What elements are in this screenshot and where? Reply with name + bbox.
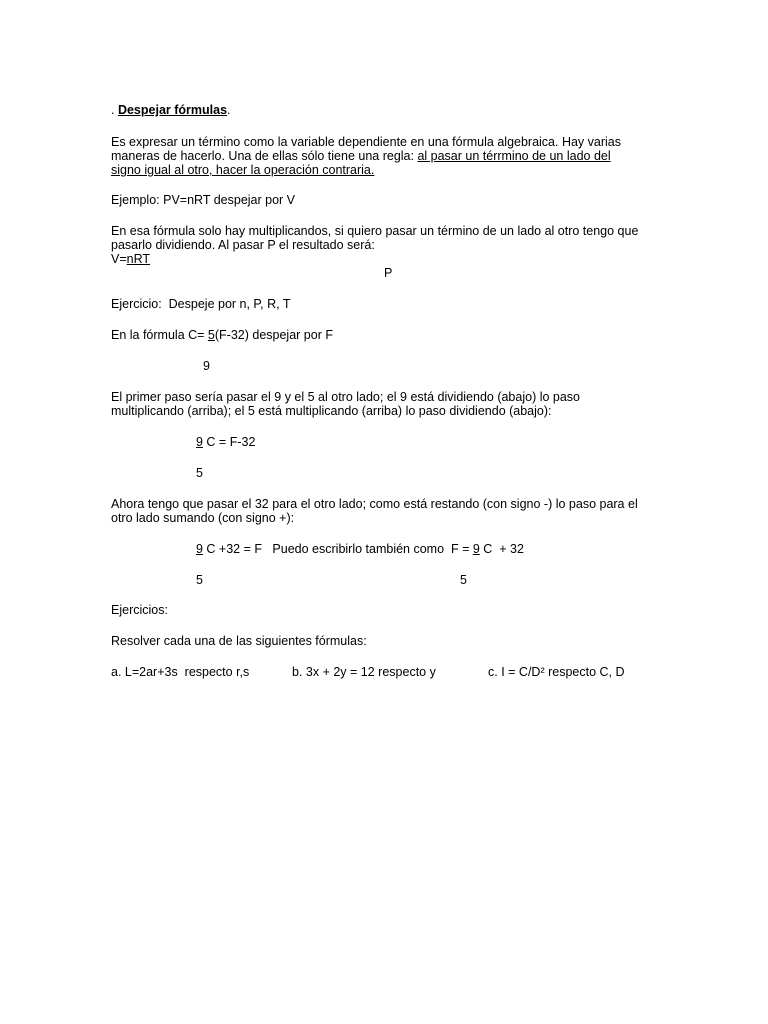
explanation-line-1: En esa fórmula solo hay multiplicandos, si quiero pasar un término de un lado al otro tengo que [111,224,639,238]
explanation-line-2: pasarlo dividiendo. Al pasar P el resultado será: [111,238,375,252]
intro-line-3 [111,163,374,177]
step2-denominator-1: 5 [196,573,203,587]
rule-text: al pasar un térrmino de un lado del [417,149,611,163]
result-denominator: P [384,266,393,280]
step1-line-1: El primer paso sería pasar el 9 y el 5 al otro lado; el 9 está dividiendo (abajo) lo paso [111,390,581,404]
formula-c-line: En la fórmula C= 5(F-32) despejar por F [111,328,333,342]
exercise-item-b: b. 3x + 2y = 12 respecto y [292,665,436,679]
section-heading: . Despejar fórmulas. [111,103,231,117]
step1-line-2: multiplicando (arriba); el 5 está multiplicando (arriba) lo paso dividiendo (abajo): [111,404,552,418]
step2-equation: 9 C +32 = F Puedo escribirlo también como F = 9 C + 32 [196,542,524,556]
intro-line-1: Es expresar un término como la variable dependiente en una fórmula algebraica. Hay varias [111,135,622,149]
exercises-instruction: Resolver cada una de las siguientes fórmulas: [111,634,367,648]
exercises-title: Ejercicios: [111,603,168,617]
step2-line-2: otro lado sumando (con signo +): [111,511,295,525]
result-numerator: nRT [126,252,151,266]
exercise-item-c: c. I = C/D² respecto C, D [488,665,625,679]
step1-denominator: 5 [196,466,203,480]
exercise-prompt: Ejercicio: Despeje por n, P, R, T [111,297,291,311]
result-formula: V=nRT [111,252,151,266]
intro-line-2: maneras de hacerlo. Una de ellas sólo tiene una regla: al pasar un térrmino de un lado del [111,149,611,163]
formula-c-numerator: 5 [207,328,215,342]
exercise-item-a: a. L=2ar+3s respecto r,s [111,665,250,679]
formula-c-denominator: 9 [203,359,210,373]
step2-line-1: Ahora tengo que pasar el 32 para el otro lado; como está restando (con signo -) lo paso para el [111,497,638,511]
step1-equation: 9 C = F-32 [196,435,256,449]
rule-text-cont: signo igual al otro, hacer la operación contraria. [111,163,375,177]
heading-title: Despejar fórmulas [117,103,228,117]
step2-denominator-2: 5 [460,573,467,587]
example-line: Ejemplo: PV=nRT despejar por V [111,193,296,207]
